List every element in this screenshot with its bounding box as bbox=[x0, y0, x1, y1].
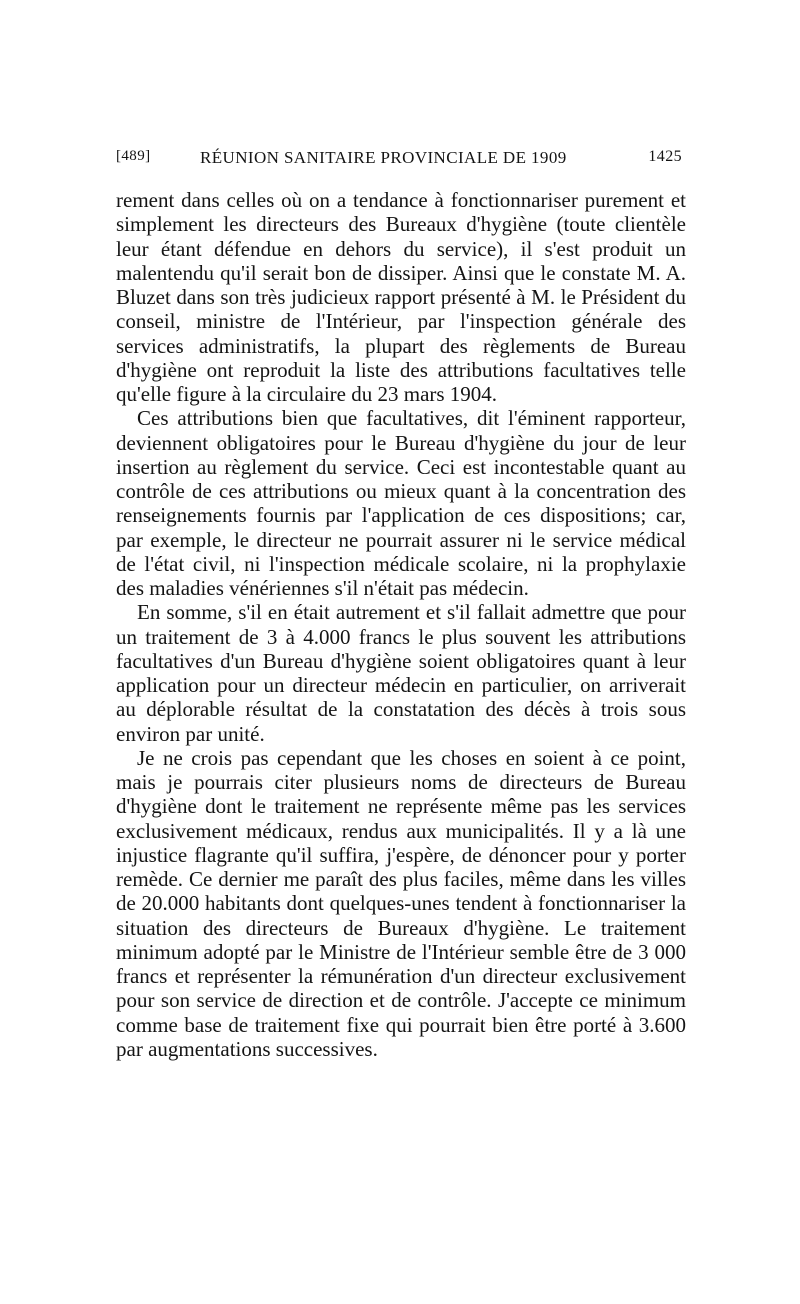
running-header bbox=[116, 148, 684, 172]
running-title: RÉUNION SANITAIRE PROVINCIALE DE 1909 bbox=[200, 148, 567, 167]
paragraph-4: Je ne crois pas cependant que les choses en soient à ce point, mais je pourrais citer plusieurs noms de directeurs de Bureau d'hygiène dont le traitement ne représente même pas les services exclusivement médicaux, rendus aux municipalités. Il y a là une injustice flagrante qu'il suffira, j'espère, de dénoncer pour y porter remède. Ce dernier me paraît des plus faciles, même dans les villes de 20.000 habitants dont quelques-unes tendent à fonctionnariser la situation des directeurs de Bureaux d'hygiène. Le traitement minimum adopté par le Ministre de l'Intérieur semble être de 3 000 francs et représenter la rémunération d'un directeur exclusivement pour son service de direction et de contrôle. J'accepte ce minimum comme base de traitement fixe qui pourrait bien être porté à 3.600 par augmentations successives. bbox=[116, 745, 686, 1061]
paragraph-2: Ces attributions bien que facultatives, dit l'éminent rapporteur, deviennent obligatoires pour le Bureau d'hygiène du jour de leur insertion au règlement du service. Ceci est incontestable quant au contrôle de ces attributions ou mieux quant à la concentration des renseignements fournis par l'application de ces dispositions; car, par exemple, le directeur ne pourrait assurer ni le service médical de l'état civil, ni l'inspection médicale scolaire, ni la prophylaxie des maladies vénériennes s'il n'était pas médecin. bbox=[116, 406, 686, 600]
body-text bbox=[116, 188, 686, 1061]
paragraph-1: rement dans celles où on a tendance à fonctionnariser purement et simplement les directeurs des Bureaux d'hygiène (toute clientèle leur étant défendue en dehors du service), il s'est produit un malentendu qu'il serait bon de dissiper. Ainsi que le constate M. A. Bluzet dans son très judicieux rapport présenté à M. le Président du conseil, ministre de l'Intérieur, par l'inspection générale des services administratifs, la plupart des règlements de Bureau d'hygiène ont reproduit la liste des attributions facultatives telle qu'elle figure à la circulaire du 23 mars 1904. bbox=[116, 188, 686, 406]
page-reference: [489] bbox=[116, 148, 151, 164]
page-number: 1425 bbox=[648, 148, 682, 165]
paragraph-3: En somme, s'il en était autrement et s'il fallait admettre que pour un traitement de 3 à 4.000 francs le plus souvent les attributions facultatives d'un Bureau d'hygiène soient obligatoires quant à leur application pour un directeur médecin en particulier, on arriverait au déplorable résultat de la constatation des décès à trois sous environ par unité. bbox=[116, 600, 686, 746]
